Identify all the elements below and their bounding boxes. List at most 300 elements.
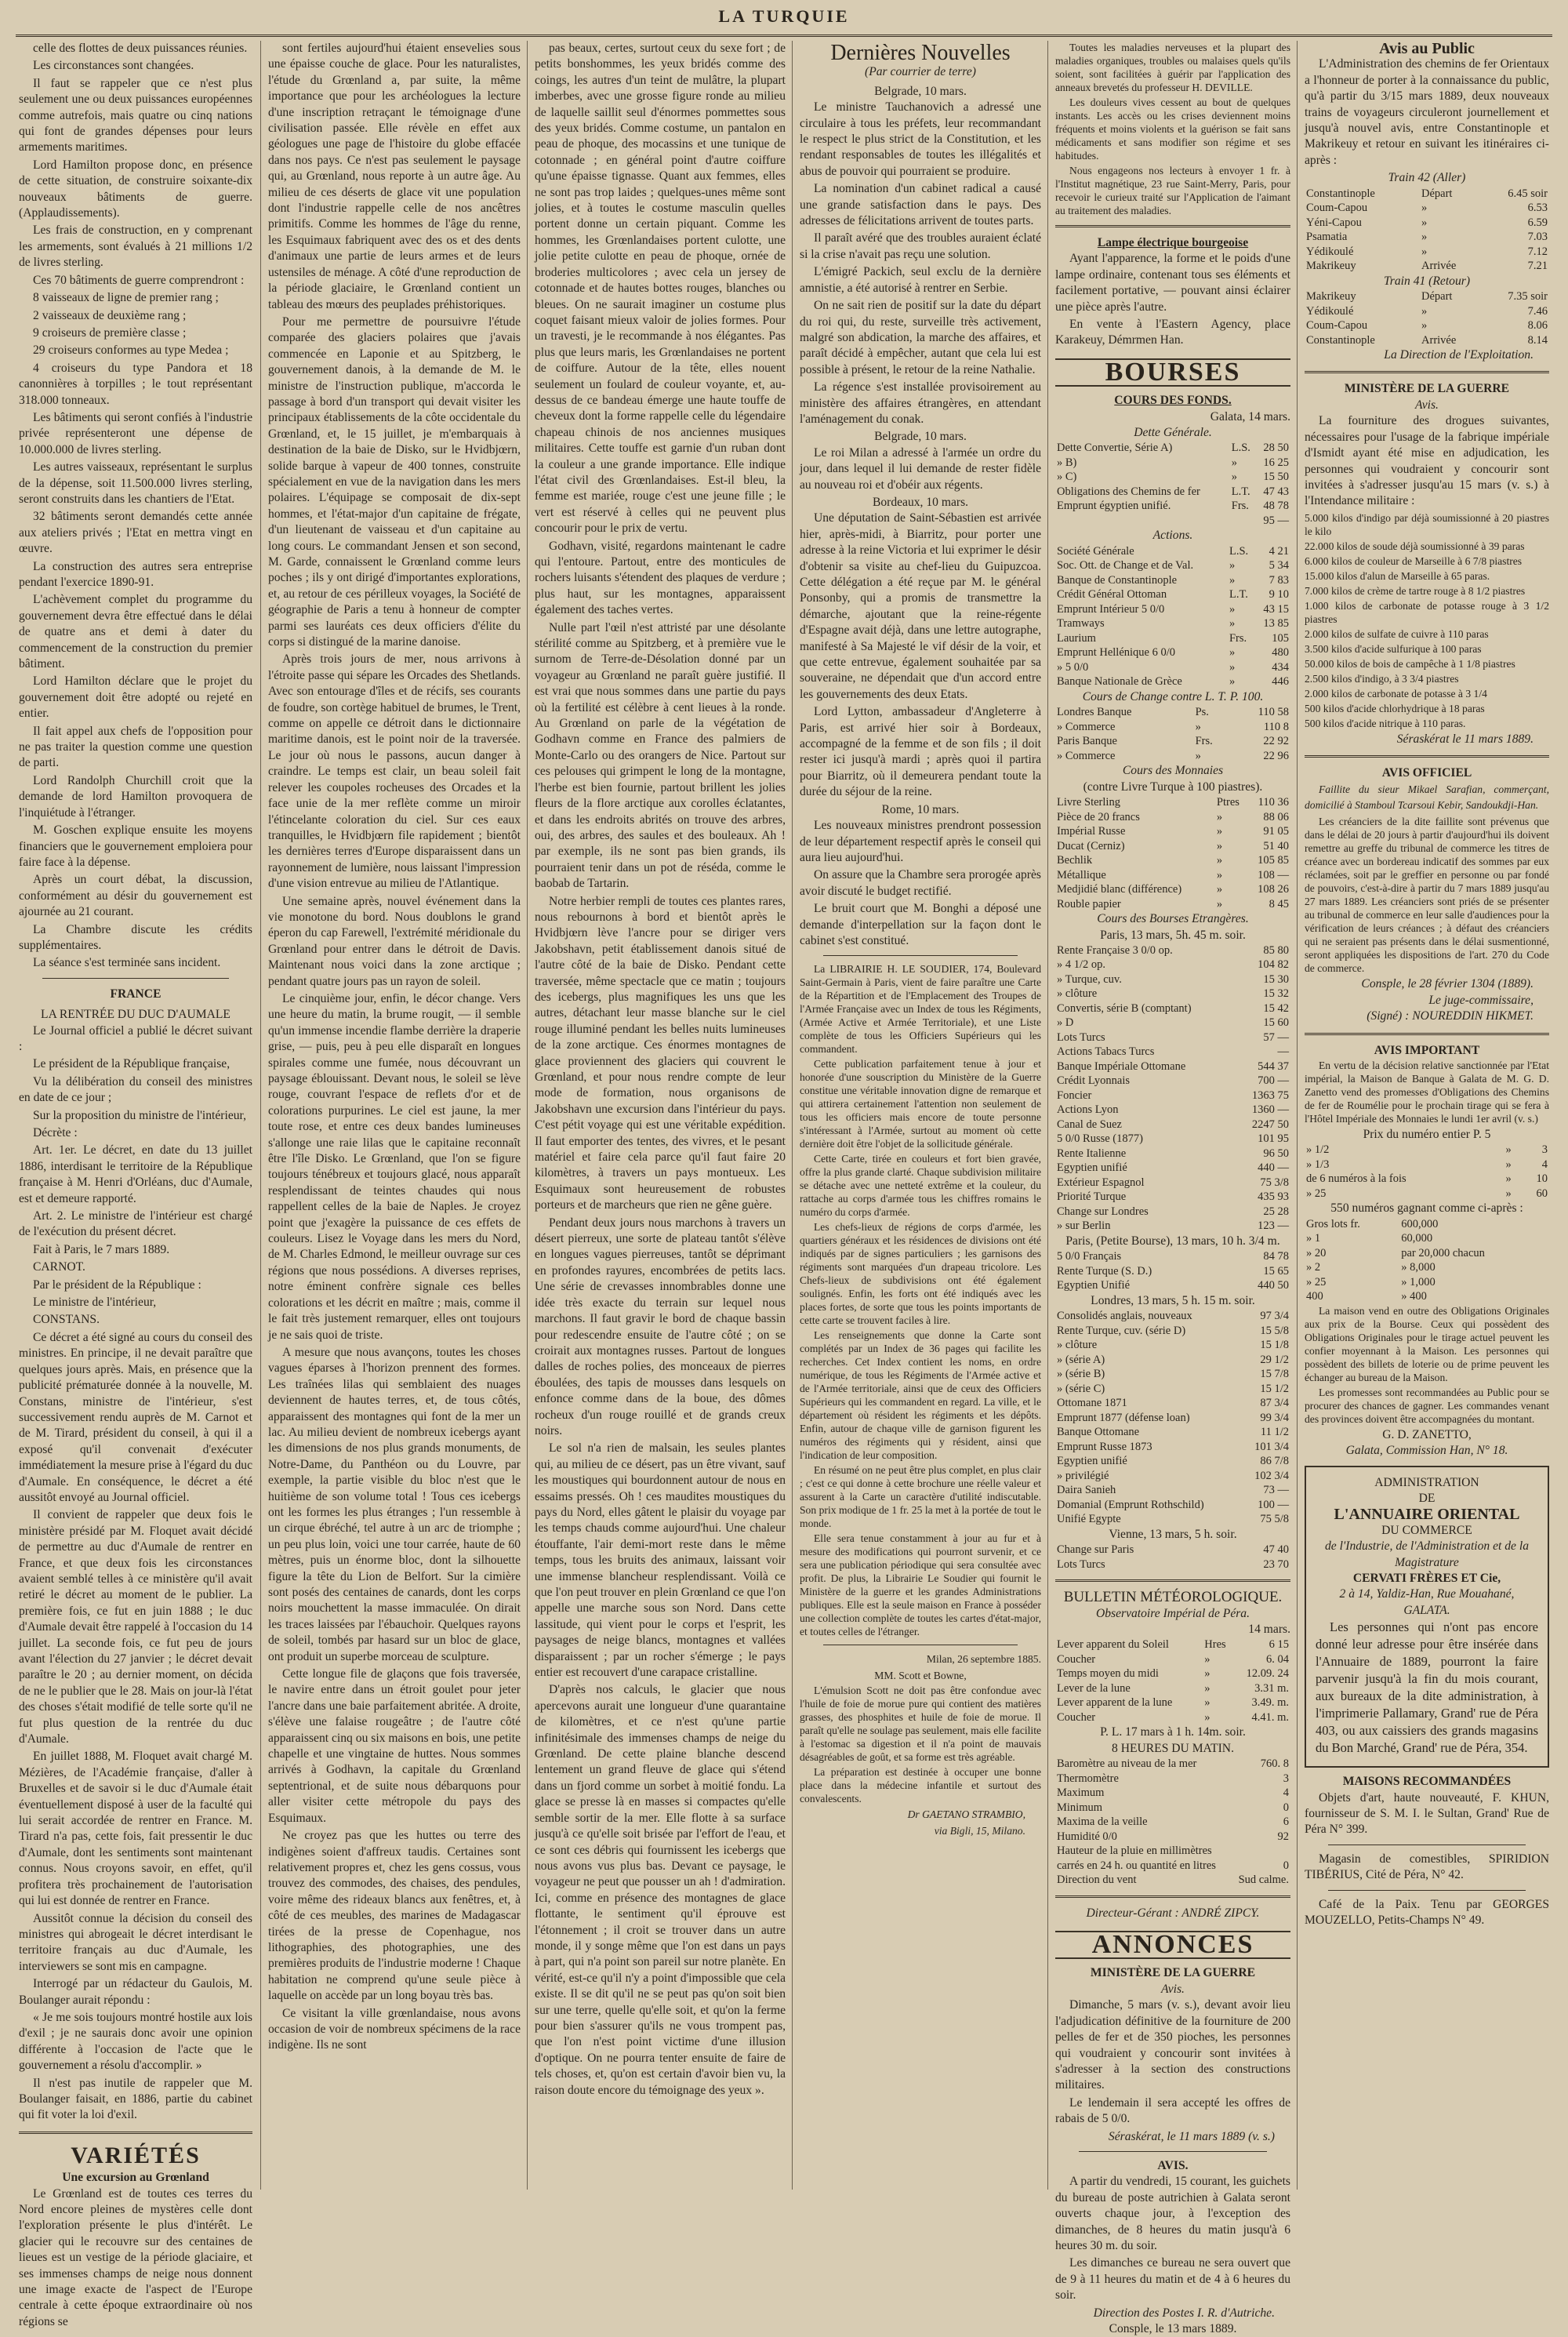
table-cell: 22 96: [1263, 749, 1289, 762]
table-cell: Départ: [1421, 290, 1453, 303]
paragraph: Le ministre Tauchanovich a adressé une circulaire à tous les préfets, leur recommandant le respect le plus strict de la Constitution, et les rendant responsables de toutes les illégalités et abus de pouvoir qui pourraient se produire.: [800, 100, 1041, 178]
table-cell: 60: [1536, 1187, 1548, 1200]
table-row: [1055, 1030, 1290, 1045]
table-row: [1055, 1324, 1290, 1339]
paragraph: Cette longue file de glaçons que fois traversée, le navire entre dans un étroit goulet pour jeter l'ancre dans une baie parfaitement abritée. A droite, s'élève une falaise rougeâtre ; de l'autre côté apparaissent cinq ou six maisons en bois, une petite chapelle et une vingtaine de huttes. Nous sommes arrivés à Godhavn, la capitale du Grœnland septentrional, et de suite nous débarquons pour aller visiter cette métropole du pays des Esquimaux.: [268, 1667, 521, 1825]
prize-heading: 550 numéros gagnant comme ci-après :: [1330, 1201, 1523, 1216]
paragraph: Notre herbier rempli de toutes ces plantes rares, nous rebournons à bord et bientôt après le Hvidbjœrn lève l'ancre pour se diriger vers Jakobshavn, petit établissement danois situé de l'autre côté de la baie de Disko. Pendant cette traversée, même spectacle que ce matin ; toujours des icebergs, plus magnifiques les uns que les autres, détachant leur masse blanche sur le ciel rouge illuminé pendant les belles nuits lumineuses de la zone arctique. Ces énormes montagnes de glace proviennent des glaciers qui couvrent le Grœnland, et pour nous rendre compte de leur mode de formation, nous organisons de Jakobshavn une excursion dans l'intérieur du pays. C'est pétit voyage qui est une véritable expédition. Il faut emporter des tentes, des vivres, et le pesant matériel et faire cela parce qu'il faut faire 20 kilomètres, à travers un pays montueux. Les Esquimaux sont heureusement de robustes porteurs et de marcheurs que rien ne gêne guère.: [535, 894, 786, 1212]
price-table: [1305, 1143, 1549, 1201]
paragraph: Les promesses sont recommandées au Public pour se procurer des chances de gagner. Les commandes venant des provinces doivent être accompagnées du montant.: [1305, 1386, 1549, 1425]
table-cell: 73 —: [1263, 1484, 1289, 1497]
table-row: [1055, 441, 1290, 456]
table-row: [1055, 485, 1290, 500]
advert-signature: Direction des Postes I. R. d'Autriche.: [1093, 2306, 1275, 2320]
column-1: [19, 41, 252, 2328]
paragraph: En juillet 1888, M. Floquet avait chargé M. Mézières, de l'Académie française, d'aller à Bruxelles et de savoir si le duc d'Aumale était éventuellement disposé à user de la faculté qui lui serait accordée de rentrer en France. M. Tirard n'a pas, cette fois, fait pressentir le duc d'Aumale, dont les sentiments sont maintenant connus. Nous croyons savoir, en effet, qu'il profitera très prochainement de l'autorisation qui lui est donnée de rentrer en France.: [19, 1750, 252, 1908]
table-row: [1055, 1440, 1290, 1455]
table-cell: —: [1277, 1045, 1289, 1059]
table-cell: »: [1216, 825, 1223, 838]
paragraph: La fourniture des drogues suivantes, nécessaires pour l'usage de la fabrique impériale d'Ismidt ayant été mise en adjudication, les personnes qui voudraient y concourir sont invitées à s'adresser jusqu'au 15 mars (v. s.) à l'Intendance militaire :: [1305, 414, 1549, 508]
table-row: [1055, 674, 1290, 689]
column-5: [1055, 41, 1290, 2335]
table-cell: 544 37: [1258, 1059, 1289, 1073]
advert-signature: G. D. ZANETTO,: [1382, 1427, 1472, 1441]
table-row: [1055, 587, 1290, 602]
rule: [42, 978, 229, 979]
table-cell: 3: [1283, 1772, 1289, 1785]
table-cell: Extérieur Espagnol: [1057, 1176, 1145, 1189]
box-line: DE: [1418, 1492, 1436, 1505]
advert-title: AVIS IMPORTANT: [1374, 1043, 1480, 1057]
table-cell: Unifié Egypte: [1057, 1513, 1121, 1526]
table-row: [1055, 1001, 1290, 1016]
table-row: [1055, 1666, 1290, 1681]
paragraph: Magasin de comestibles, SPIRIDION TIBÉRIUS, Cité de Péra, N° 42.: [1305, 1852, 1549, 1882]
table-cell: 75 3/8: [1260, 1176, 1289, 1189]
table-cell: Makrikeuy: [1306, 260, 1356, 273]
table-cell: Emprunt Russe 1873: [1057, 1440, 1152, 1453]
table-cell: 700 —: [1258, 1074, 1289, 1088]
column-6: [1305, 41, 1549, 2190]
table-heading: Cours des Bourses Etrangères.: [1097, 912, 1249, 926]
table-cell: 11 1/2: [1260, 1426, 1289, 1439]
table-cell: Yédikoulé: [1306, 245, 1354, 258]
table-cell: 7 83: [1269, 573, 1289, 587]
table-row: [1055, 1543, 1290, 1557]
letter-signature: Dr GAETANO STRAMBIO,: [907, 1808, 1025, 1821]
section-france: FRANCE: [110, 987, 162, 1001]
list-item: 2.000 kilos de sulfate de cuivre à 110 paras: [1305, 627, 1489, 640]
table-cell: Rouble papier: [1057, 897, 1121, 910]
table-cell: 4.41. m.: [1251, 1710, 1289, 1724]
paragraph: Godhavn, visité, regardons maintenant le cadre qui l'entoure. Partout, entre des monticules de rochers luisants s'étendent des plaques de verdure ; plus haut, sur les montagnes, apparaissent également des taches vertes.: [535, 539, 786, 617]
table-row: [1305, 245, 1549, 260]
advert-paragraph: Toutes les maladies nerveuses et la plupart des maladies organiques, troubles ou malaises quels qu'ils soient, sont facilitées à guérir par l'application des anneaux brevetés du professeur H. DEVILLE.: [1055, 42, 1290, 93]
table-cell: 108 26: [1258, 883, 1289, 896]
table-cell: 28 50: [1263, 442, 1289, 455]
table-cell: Foncier: [1057, 1089, 1092, 1102]
table-row: [1055, 616, 1290, 631]
paragraph: Art. 2. Le ministre de l'intérieur est chargé de l'exécution du présent décret.: [19, 1209, 252, 1239]
train-table: [1305, 187, 1549, 274]
table-cell: Minimum: [1057, 1801, 1103, 1814]
table-cell: 15 30: [1263, 972, 1289, 986]
paragraph: 32 bâtiments seront demandés cette année aux ateliers privés ; l'Etat en mettra vingt en œuvre.: [19, 510, 252, 556]
table-cell: » (série B): [1057, 1368, 1105, 1381]
table-cell: 15 1/8: [1260, 1339, 1289, 1352]
table-cell: 47 40: [1263, 1543, 1289, 1557]
table-cell: Paris Banque: [1057, 735, 1117, 748]
advert-date: Consple, le 28 février 1304 (1889).: [1361, 977, 1534, 991]
table-row: [1055, 1132, 1290, 1147]
table-row: [1305, 333, 1549, 348]
paragraph: Les bâtiments qui seront confiés à l'industrie privée représenteront une dépense de 10.000.000 de livres sterling.: [19, 410, 252, 456]
table-cell: »: [1421, 304, 1428, 318]
table-cell: 3.31 m.: [1254, 1681, 1289, 1695]
dateline: Vienne, 13 mars, 5 h. soir.: [1109, 1527, 1237, 1541]
table-row: [1055, 1483, 1290, 1498]
advert-subtitle: Avis.: [1161, 1982, 1185, 1996]
table-cell: 100 —: [1258, 1498, 1289, 1511]
table-cell: »: [1204, 1696, 1210, 1710]
advert-signature: (Signé) : NOUREDDIN HIKMET.: [1367, 1009, 1534, 1023]
table-row: [1055, 1118, 1290, 1132]
table-cell: Ottomane 1871: [1057, 1397, 1127, 1410]
table-row: [1055, 853, 1290, 868]
paragraph: Pendant deux jours nous marchons à travers un désert pierreux, une sorte de plateau tantôt s'élève en longues vagues pierreuses, tantôt se déprimant en profondes rayures, encombrées de petits lacs. Une série de crevasses innombrables donne une idée très exacte du terrain sur lequel nous marchons. Il faut gravir le bord de chaque bassin pour redescendre ensuite de l'autre côté ; on se croirait aux montagnes russes. Partout de longues dalles de roches polies, des monceaux de pierres éboulées, des tapis de mousses dans lesquels on enfonce comme dans de la boue, des dômes rocheux d'un rouge rouillé et de grands creux noirs.: [535, 1216, 786, 1437]
table-cell: » 1: [1306, 1232, 1321, 1245]
table-cell: 7.21: [1527, 260, 1548, 273]
table-cell: Egyptien unifié: [1057, 1161, 1127, 1175]
advert-paragraph: Elle sera tenue constamment à jour au fur et à mesure des modifications qui pourront survenir, et ce sera une publication périodique qui sera consultée avec profit. De plus, la Librairie Le Soudier qui fournit le Ministère de la guerre et les grandes Administrations publiques. Elle est la seule maison en France à posséder une collection complète de toutes les cartes d'état-major, et toutes celles de l'étranger.: [800, 1532, 1041, 1638]
list-item: 1.000 kilos de carbonate de potasse rouge à 3 1/2 piastres: [1305, 599, 1549, 625]
table-cell: 15 32: [1263, 987, 1289, 1001]
table-row: [1305, 318, 1549, 333]
dateline: Paris, 13 mars, 5h. 45 m. soir.: [1100, 928, 1246, 942]
table-cell: Frs.: [1229, 631, 1247, 645]
train-heading: Train 42 (Aller): [1388, 171, 1466, 185]
table-cell: 600,000: [1401, 1217, 1439, 1230]
table-row: [1055, 897, 1290, 912]
table-row: [1055, 1205, 1290, 1219]
table-cell: Change sur Paris: [1057, 1543, 1134, 1557]
table-cell: Consolidés anglais, nouveaux: [1057, 1310, 1192, 1323]
table-cell: 8 45: [1269, 897, 1289, 910]
table-row: [1055, 645, 1290, 660]
table-row: [1055, 1786, 1290, 1801]
table-row: [1055, 839, 1290, 854]
table-cell: Crédit Lyonnais: [1057, 1074, 1131, 1088]
table-cell: 400: [1306, 1290, 1323, 1303]
table-cell: Bechlik: [1057, 854, 1093, 867]
table-cell: Humidité 0/0: [1057, 1830, 1117, 1843]
table-cell: »: [1216, 810, 1223, 823]
table-cell: 51 40: [1263, 839, 1289, 852]
paragraph: Ces 70 bâtiments de guerre comprendront :: [33, 273, 245, 287]
letter-to: MM. Scott et Bowne,: [874, 1669, 967, 1681]
table-cell: 105 85: [1258, 854, 1289, 867]
paragraph: On assure que la Chambre sera prorogée après avoir discuté le budget rectifié.: [800, 868, 1041, 898]
table-cell: 91 05: [1263, 825, 1289, 838]
table-cell: 6 15: [1269, 1638, 1289, 1652]
table-row: [1055, 1425, 1290, 1440]
table-row: [1305, 1143, 1549, 1158]
table-cell: L.T.: [1229, 588, 1248, 602]
table-cell: [1544, 1231, 1549, 1246]
paragraph: Fait à Paris, le 7 mars 1889.: [33, 1242, 170, 1256]
table-row: [1305, 1158, 1549, 1172]
table-cell: 97 3/4: [1260, 1310, 1289, 1323]
box-line: de l'Industrie, de l'Administration et de la Magistrature: [1324, 1539, 1530, 1569]
table-row: [1055, 824, 1290, 839]
dateline: Rome, 10 mars.: [881, 802, 960, 816]
rule: [1055, 1895, 1290, 1898]
paragraph: Il n'est pas inutile de rappeler que M. Boulanger faisait, en 1886, partie du cabinet qui fit voter la loi d'exil.: [19, 2076, 252, 2122]
paris-petite-table: [1055, 1249, 1290, 1293]
table-cell: Domanial (Emprunt Rothschild): [1057, 1498, 1204, 1511]
table-cell: 75 5/8: [1260, 1513, 1289, 1526]
table-row: [1055, 1249, 1290, 1264]
table-cell: 7.35 soir: [1508, 290, 1548, 303]
paragraph: La séance s'est terminée sans incident.: [33, 956, 221, 970]
table-cell: [1224, 1557, 1230, 1572]
letter-address: via Bigli, 15, Milano.: [934, 1824, 1025, 1837]
table-row: [1055, 1103, 1290, 1118]
table-cell: Départ: [1421, 187, 1453, 200]
table-cell: 0: [1283, 1801, 1289, 1814]
paragraph: La nomination d'un cabinet radical a causé une grande satisfaction dans le pays. Des adresses de félicitations arrivent de toutes parts.: [800, 182, 1041, 228]
table-cell: » Commerce: [1057, 749, 1116, 762]
table-cell: 440 50: [1258, 1279, 1289, 1292]
table-cell: »: [1216, 854, 1223, 867]
table-row: [1305, 230, 1549, 245]
table-cell: Actions Tabacs Turcs: [1057, 1045, 1155, 1059]
table-row: [1305, 187, 1549, 202]
list-item: 3.500 kilos d'acide sulfurique à 100 paras: [1305, 642, 1482, 655]
table-row: [1055, 1353, 1290, 1368]
table-cell: 22 92: [1263, 735, 1289, 748]
table-row: [1055, 1396, 1290, 1411]
table-cell: [1055, 514, 1230, 529]
table-cell: 48 78: [1263, 500, 1289, 513]
table-cell: »: [1216, 868, 1223, 881]
paragraph: Le bruit court que M. Bonghi a déposé une demande d'interpellation sur la façon dont le cabinet s'est constitué.: [800, 902, 1041, 947]
table-cell: [1232, 1844, 1290, 1859]
table-cell: Constantinople: [1306, 187, 1375, 200]
top-rule: [16, 35, 1552, 37]
list-item: 2.000 kilos de carbonate de potasse à 3 1/4: [1305, 687, 1487, 700]
table-cell: Maximum: [1057, 1786, 1105, 1800]
table-cell: »: [1229, 617, 1236, 631]
paragraph: Sur la proposition du ministre de l'intérieur,: [33, 1108, 246, 1122]
paragraph: Pour me permettre de poursuivre l'étude comparée des glaciers polaires que j'avais commencée en Laponie et au Spitzberg, le gouvernement danois, à la demande de M. le ministre de l'instruction publique, m'accorda le passage à bord d'un transport qui devait visiter les principaux établissements de la côte occidentale du Grœnland, et, le 15 juillet, je m'embarquais à destination de la baie de Disko, sur le Hvidbjœrn, solide barque à vapeur de 400 tonnes, construite spécialement en vue de la navigation dans les mers polaires. L'équipage se composait de dix-sept hommes, et l'état-major d'un capitaine de frégate, d'un lieutenant de vaisseau et d'un capitaine au long cours. Le commandant Jensen et son second, M. Garde, connaissent le Grœnland comme leurs poches ; ils y ont dirigé d'importantes explorations, et, au retour de ces périlleux voyages, la Société de géographie de Paris a tenu à honneur de compter parmi ses lauréats ces deux officiers d'élite du corps si distingué de la marine danoise.: [268, 314, 521, 649]
table-cell: Londres Banque: [1057, 706, 1132, 719]
table-row: [1055, 1772, 1290, 1786]
table-cell: » B): [1057, 456, 1077, 469]
paragraph: 2 vaisseaux de deuxième rang ;: [33, 308, 187, 322]
table-row: [1055, 660, 1290, 675]
table-cell: » 8,000: [1401, 1261, 1436, 1274]
table-cell: »: [1231, 456, 1237, 469]
table-row: [1055, 705, 1290, 720]
paragraph: Par le président de la République :: [33, 1278, 201, 1292]
table-row: [1055, 470, 1290, 485]
table-cell: Change sur Londres: [1057, 1205, 1149, 1218]
rule: [1328, 1890, 1526, 1891]
table-cell: 123 —: [1258, 1219, 1289, 1233]
table-cell: Obligations des Chemins de fer: [1057, 485, 1200, 498]
table-cell: Dette Convertie, Série A): [1057, 442, 1173, 455]
table-cell: » D: [1057, 1016, 1074, 1030]
table-heading: Cours des Monnaies: [1122, 764, 1224, 778]
train-heading: Train 41 (Retour): [1383, 274, 1471, 288]
paragraph: En vertu de la décision relative sanctionnée par l'Etat impérial, la Maison de Banque à Galata de M. G. D. Zanetto vend des promesses d'Obligations des Chemins de fer de Roumélie pour le prochain tirage qui se fera à l'Hôtel Impériale des Monnaies le lundi 1er avril (v. s.): [1305, 1059, 1549, 1125]
table-heading: Actions.: [1152, 529, 1193, 543]
table-row: [1055, 1637, 1290, 1652]
table-row: [1055, 720, 1290, 735]
paragraph: sont fertiles aujourd'hui étaient ensevelies sous une épaisse couche de glace. Pour les naturalistes, l'étude du Grœnland a, par suite, la même importance que pour les archéologues la lecture d'une inscription retraçant le témoignage d'une civilisation passée. Elle révèle en effet aux géologues une page de l'histoire du globe effacée dans nos pays. Ce n'est pas seulement le paysage qui, au Grœnland, nous reporte à un autre âge. Au milieu de ces déserts de glace vit une population dont l'industrie rappelle celle de nos ancêtres primitifs. Comme les hommes de l'âge du renne, les Esquimaux fabriquent avec des os et des dents d'animaux une partie de leurs armes et de leurs ustensiles de ménage. A côté d'une reproduction de la période glaciaire, le Grœnland contient un tableau des mœurs des peuplades préhistoriques.: [268, 42, 521, 311]
table-cell: Emprunt 1877 (défense loan): [1057, 1411, 1190, 1424]
table-row: [1055, 1089, 1290, 1103]
table-cell: 15 60: [1263, 1016, 1289, 1030]
table-cell: 84 78: [1263, 1250, 1289, 1263]
paragraph: Les frais de construction, en y comprenant les armements, sont évalués à 21 millions 1/2 de livres sterling.: [19, 224, 252, 270]
paragraph: On ne sait rien de positif sur la date du départ du roi qui, du reste, surveille très activement, malgré son abdication, la marche des affaires, et paraît décidé à empêcher, autant que cela lui est possible à présent, le retour de la reine Nathalie.: [800, 299, 1041, 376]
paragraph: 9 croiseurs de première classe ;: [33, 325, 187, 340]
table-cell: Société Générale: [1057, 544, 1134, 558]
table-cell: [1230, 514, 1257, 529]
list-item: 2.500 kilos d'indigo, à 3 3/4 piastres: [1305, 672, 1459, 685]
dateline: Paris, (Petite Bourse), 13 mars, 10 h. 3/4 m.: [1065, 1234, 1280, 1248]
table-cell: 15 42: [1263, 1001, 1289, 1015]
table-cell: 6: [1283, 1815, 1289, 1829]
table-cell: 4 21: [1269, 544, 1289, 558]
table-cell: 102 3/4: [1254, 1469, 1289, 1482]
table-row: [1055, 456, 1290, 471]
table-cell: [1544, 1275, 1549, 1290]
paragraph: Le ministre de l'intérieur,: [33, 1296, 157, 1310]
table-row: [1305, 1260, 1549, 1275]
table-cell: Ptres: [1216, 796, 1240, 809]
section-title: MAISONS RECOMMANDÉES: [1342, 1775, 1512, 1789]
box-title: L'ANNUAIRE ORIENTAL: [1334, 1506, 1520, 1524]
paragraph: Une députation de Saint-Sébastien est arrivée hier, après-midi, à Biarritz, pour porter une adresse à la reine Victoria et lui exprimer le désir d'obtenir sa visite au chef-lieu du Guipuzcoa. Cette délégation a été reçue par M. le général Ponsonby, qui a promis de transmettre la démarche, ajoutant que la reine-régente d'Espagne avait déjà, dans une lettre autographe, manifesté à Sa Majesté le vif désir de la voir, et que cette entrevue, également souhaitée par sa souveraine, ne dépendait que d'un accord entre les gouvernements des deux Etats.: [800, 511, 1041, 701]
list-item: 500 kilos d'acide nitrique à 110 paras.: [1305, 717, 1466, 729]
table-cell: »: [1231, 471, 1237, 484]
table-cell: » 4 1/2 op.: [1057, 958, 1106, 972]
table-cell: L.S.: [1229, 544, 1249, 558]
paragraph: L'achèvement complet du programme du gouvernement devra être effectué dans le délai de quatre ans et demi à dater du commencement de la construction du premier bâtiment.: [19, 593, 252, 671]
table-row: [1055, 1382, 1290, 1397]
table-cell: Rente Turque (S. D.): [1057, 1264, 1152, 1278]
table-cell: Coum-Capou: [1306, 319, 1368, 333]
paragraph: D'après nos calculs, le glacier que nous apercevons aurait une longueur d'une quarantaine de kilomètres, et ce n'est qu'une partie infinitésimale des immenses champs de neige du Grœnland. De cette plaine blanche descend lentement un grand fleuve de glace qui s'étend dans un fjord comme un sorbet à moitié fondu. La glace se presse là en masses si compactes qu'elle semble sortir de la mer. Elle flotte à sa surface jusqu'à ce qu'elle soit brisée par l'effort de l'eau, et ce sont ces débris qui fournissent les icebergs que nous avons vus plus bas. Devant ce paysage, le voyageur ne peut que pousser un ah ! d'admiration. Ici, comme en présence des montagnes de glace flottante, le sentiment qu'il éprouve est l'étonnement ; il croit se trouver dans un autre monde, il y songe même que l'on est dans un pays à part, qui n'a point son pareil sur notre planète. En vérité, est-ce qu'il n'y a point d'impossible que cela existe. Il se dit qu'il ne se peut pas qu'on soit bien sur une terre, quelle qu'elle soit, et qu'on la ferme pour bien s'assurer qu'ils ne vous trompent pas, que l'on n'est point victime d'une illusion d'optique. On ne pourra tenter ensuite de faire de tels choses, et, qu'on est certain d'avoir bien vu, la raison doute encore du témoignage des yeux ».: [535, 1683, 786, 2097]
table-cell: Impérial Russe: [1057, 825, 1126, 838]
table-row: [1055, 1498, 1290, 1513]
vienne-table: [1055, 1543, 1290, 1572]
table-row: [1305, 259, 1549, 274]
table-cell: 110 36: [1258, 796, 1289, 809]
table-cell: [1544, 1289, 1549, 1304]
advert-subtitle: Avis.: [1415, 398, 1439, 412]
table-cell: »: [1204, 1710, 1210, 1724]
paragraph: Le lendemain il sera accepté les offres de rabais de 5 0/0.: [1055, 2095, 1290, 2126]
table-cell: 86 7/8: [1260, 1455, 1289, 1468]
advert-signature: La Direction de l'Exploitation.: [1384, 348, 1534, 362]
table-cell: » Commerce: [1057, 720, 1116, 733]
table-cell: Arrivée: [1421, 260, 1457, 273]
paragraph: pas beaux, certes, surtout ceux du sexe fort ; de petits bonshommes, les yeux bridés comme des coings, les autres d'un teint de mulâtre, la plupart imberbes, avec une grosse figure ronde au milieu de laquelle saillit seul d'énormes pommettes sous des yeux bridés. Comme costume, un pantalon en peau de phoque, des mocassins et une tunique de cotonnade ; en général point d'autre coiffure qu'une épaisse tignasse. Quant aux femmes, elles ne sont pas trop laides ; quelques-unes même sont jolies, et à toutes le costume masculin quelles portent donne un certain piquant. Comme les hommes, les Grœnlandaises portent culotte, une jolie petite culotte en peau de phoque, ornée de broderies multicolores ; avec cela un jersey de cotonnade et de hautes bottes rouges, blanches ou bleues. On ne saurait imaginer un costume plus coquet faisant mieux valoir de jolies formes. Pour un travesti, je le recommande à nos élégantes. Pas plus que leurs maris, les Grœnlandaises ne portent de coiffure. Autour de la tête, elles nouent seulement un foulard de couleur voyante, et, au-dessus de ce bandeau émerge une haute touffe de cheveux dont la forme rappelle celle du légendaire chapeau chinois de nos anciennes musiques militaires. Cette touffe est garnie d'un ruban dont la couleur a une grande importance. Elle indique l'état civil des Grœnlandaises. Est-il bleu, la femme est mariée, rouge c'est une jeune fille ; le vert est réservé à celles qui ne peuvent plus concourir pour le prix de vertu.: [535, 42, 786, 536]
table-row: [1055, 1710, 1290, 1725]
advert-paragraph: Les douleurs vives cessent au bout de quelques instants. Les accès ou les crises deviennent moins fréquents et moins violents et la guérison se fait sans médicaments et sans modifier son régime et ses habitudes.: [1055, 96, 1290, 162]
meteo-heading: 8 HEURES DU MATIN.: [1112, 1741, 1234, 1755]
table-cell: » 1/2: [1306, 1143, 1330, 1157]
table-cell: Pièce de 20 francs: [1057, 810, 1140, 823]
table-cell: »: [1204, 1667, 1210, 1681]
box-line: DU COMMERCE: [1381, 1523, 1472, 1537]
table-cell: 16 25: [1263, 456, 1289, 469]
paragraph: Aussitôt connue la décision du conseil des ministres qui abrogeait le décret interdisant le territoire français au duc d'Aumale, les interviewers se sont mis en campagne.: [19, 1911, 252, 1973]
table-cell: » 25: [1306, 1275, 1327, 1288]
meteo-table-2: [1055, 1757, 1290, 1888]
table-row: [1055, 1696, 1290, 1710]
table-cell: Frs.: [1195, 735, 1213, 748]
paragraph: Objets d'art, haute nouveauté, F. KHUN, fournisseur de S. M. I. le Sultan, Grand' Rue de Péra N° 399.: [1305, 1790, 1549, 1837]
table-cell: 25 28: [1263, 1205, 1289, 1218]
paragraph: L'Administration des chemins de fer Orientaux a l'honneur de porter à la connaissance du public, qu'à partir du 3/15 mars 1889, deux nouveaux trains de voyageurs circuleront journellement et jusqu'à nouvel avis, entre Constantinople et Makrikeuy et retour en suivant les itinéraires ci-après :: [1305, 57, 1549, 167]
list-item: 5.000 kilos d'indigo par déjà soumissionné à 20 piastres le kilo: [1305, 511, 1549, 537]
table-cell: »: [1216, 883, 1223, 896]
paragraph: Lord Randolph Churchill croit que la demande de lord Hamilton provoquera de l'inquiétude à l'étranger.: [19, 773, 252, 820]
table-cell: Maxima de la veille: [1057, 1815, 1148, 1829]
advert-paragraph: En résumé on ne peut être plus complet, en plus clair ; c'est ce qui donne à cette brochure une réelle valeur et assurent à la Carte un caractère d'utilité indiscutable. Son prix modique de 1 fr. 25 la met à la portée de tout le monde.: [800, 1464, 1041, 1530]
table-cell: 23 70: [1263, 1557, 1289, 1571]
dateline: 14 mars.: [1248, 1622, 1290, 1636]
paris-table: [1055, 943, 1290, 1234]
table-cell: Banque de Constantinople: [1057, 573, 1178, 587]
paragraph: La régence s'est installée provisoirement au ministère des affaires étrangères, en attendant l'aménagement du conak.: [800, 380, 1041, 426]
box-line: ADMINISTRATION: [1374, 1475, 1479, 1489]
table-cell: [1544, 1246, 1549, 1261]
advert-title: MINISTÈRE DE LA GUERRE: [1090, 1966, 1256, 1980]
table-row: [1055, 1681, 1290, 1696]
table-cell: de 6 numéros à la fois: [1306, 1172, 1406, 1186]
paragraph: En vente à l'Eastern Agency, place Karakeuy, Démrmen Han.: [1055, 318, 1290, 347]
table-row: [1055, 1454, 1290, 1469]
table-cell: Rente Italienne: [1057, 1147, 1127, 1160]
column-4: [800, 41, 1041, 2190]
table-cell: Egyptien Unifié: [1057, 1279, 1131, 1292]
paragraph: A mesure que nous avançons, toutes les choses vagues éparses à l'horizon prennent des formes. Les traînées lilas qui semblaient des nuages deviennent de hautes terres, et, de tous côtés, apparaissent des montagnes qui font de la mer un lac. Au milieu devient de nombreux icebergs ayant les dimensions de nos plus grands monuments, de Notre-Dame, du Panthéon ou du Louvre, par exemple, la partie visible du bloc n'est que le huitième de son volume total ! Tous ces icebergs ont les formes les plus étranges ; l'un ressemble à un cirque ébréché, tel autre à un arc de triomphe ; un peu plus loin, voici une tour carrée, haute de 60 mètres, puis un énorme bloc, dont la silhouette figure la tête du Lion de Belfort. Sur la cimière sont posés des centaines de canards, dont les corps noirs mouchettent la masse immaculée. On dirait les traces laissées par l'ébauchoir. Quelques rayons de soleil, tombés par hasard sur un bloc de glace, ont produit un superbe morceau de sculpture.: [268, 1345, 521, 1663]
table-cell: 87 3/4: [1260, 1397, 1289, 1410]
table-cell: »: [1505, 1172, 1512, 1186]
table-cell: »: [1229, 675, 1236, 689]
table-row: [1055, 1059, 1290, 1074]
table-cell: »: [1195, 749, 1201, 762]
table-cell: 95 —: [1263, 514, 1289, 527]
table-row: [1055, 810, 1290, 825]
table-cell: Direction du vent: [1057, 1874, 1137, 1887]
table-cell: 13 85: [1263, 617, 1289, 631]
table-cell: 15 65: [1263, 1264, 1289, 1278]
advert-paragraph: Les chefs-lieux de régions de corps d'armée, les quartiers généraux et les résidences de divisions ont été indiqués par de signes particuliers ; les garnisons des régiments sont marquées d'un drapeau tricolore. Les Chefs-lieux de subdivisions ont été également soulignés. Enfin, les forts ont été indiqués avec les places fortes, de sorte que tous les points importants de cette carte se trouvent faciles à lire.: [800, 1221, 1041, 1327]
dette-table: [1055, 441, 1290, 528]
paragraph: La construction des autres sera entreprise pendant l'exercice 1890-91.: [19, 559, 252, 589]
paragraph: A partir du vendredi, 15 courant, les guichets du bureau de poste autrichien à Galata seront ouverts chaque jour, à l'exception des dimanches, de 8 heures du matin jusqu'à 6 heures 30 m. du soir.: [1055, 2175, 1290, 2252]
paragraph: Les dimanches ce bureau ne sera ouvert que de 9 à 11 heures du matin et de 4 à 6 heures du soir.: [1055, 2256, 1290, 2302]
table-subheading: (contre Livre Turque à 100 piastres).: [1083, 780, 1263, 794]
table-cell: »: [1421, 216, 1428, 229]
table-cell: Banque Ottomane: [1057, 1426, 1140, 1439]
table-cell: » clôture: [1057, 1339, 1098, 1352]
table-cell: 99 3/4: [1260, 1411, 1289, 1424]
table-row: [1055, 514, 1290, 529]
table-row: [1055, 958, 1290, 972]
rule: [1055, 1579, 1290, 1582]
table-cell: 12.09. 24: [1246, 1667, 1289, 1681]
table-cell: Sud calme.: [1238, 1874, 1289, 1887]
table-cell: [1225, 1249, 1231, 1264]
table-cell: Livre Sterling: [1057, 796, 1120, 809]
table-cell: Emprunt Intérieur 5 0/0: [1057, 602, 1165, 616]
paragraph: Décrète :: [33, 1126, 78, 1139]
section-bourses: BOURSES: [1055, 358, 1290, 387]
table-cell: 8.14: [1527, 333, 1548, 347]
price-heading: Prix du numéro entier P. 5: [1363, 1127, 1491, 1141]
column-divider: [527, 41, 528, 2190]
table-cell: Arrivée: [1421, 333, 1457, 347]
table-row: [1055, 868, 1290, 883]
